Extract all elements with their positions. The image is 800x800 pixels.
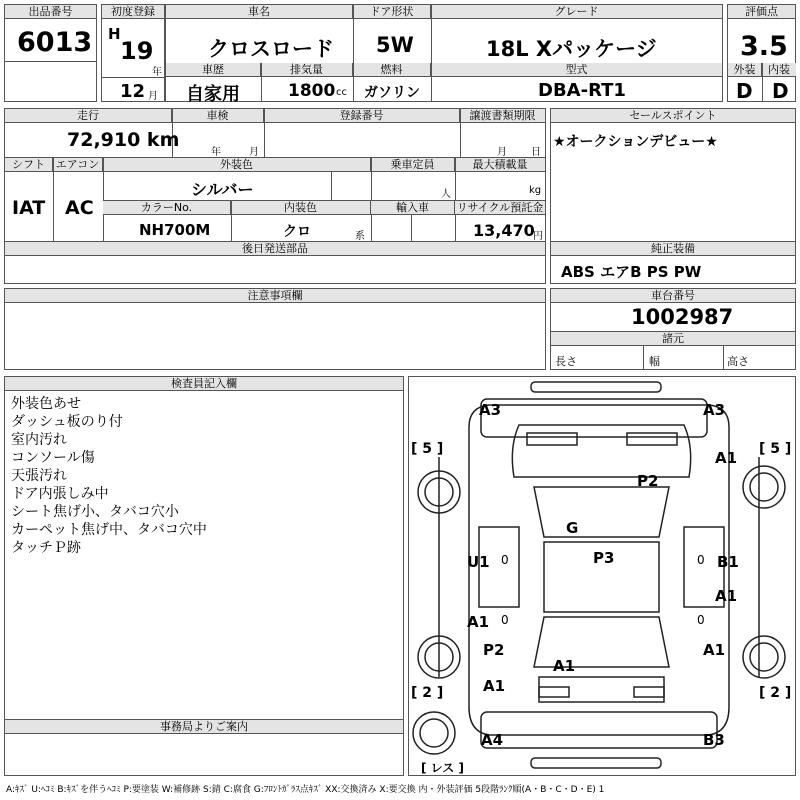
note-item: シート焦げ小、タバコ穴小 bbox=[11, 504, 179, 520]
lot-number: 6013 bbox=[17, 27, 93, 58]
damage-mark: P2 bbox=[637, 472, 659, 490]
note-item: タッチＰ跡 bbox=[11, 540, 81, 556]
color-no: NH700M bbox=[139, 221, 211, 239]
exterior-grade: D bbox=[736, 79, 753, 103]
note-item: 外装色あせ bbox=[11, 396, 81, 412]
transfer-month-unit: 月 bbox=[497, 147, 507, 158]
equipment-label: 純正装備 bbox=[551, 242, 795, 256]
car-diagram bbox=[408, 376, 796, 776]
displacement-unit: cc bbox=[336, 87, 347, 98]
zero-mark: 0 bbox=[697, 553, 705, 567]
chassis-label: 車台番号 bbox=[551, 289, 795, 303]
damage-mark: P3 bbox=[593, 549, 615, 567]
caution-block bbox=[4, 288, 546, 370]
damage-mark: B3 bbox=[703, 731, 725, 749]
zero-mark: 0 bbox=[501, 553, 509, 567]
spare-tire: [ レス ] bbox=[421, 761, 464, 775]
note-item: コンソール傷 bbox=[11, 450, 95, 466]
damage-mark: A1 bbox=[715, 587, 738, 605]
inspection-label: 車検 bbox=[172, 109, 264, 123]
ext-color: シルバー bbox=[191, 180, 254, 199]
score: 3.5 bbox=[740, 31, 788, 62]
reg-month: 12 bbox=[120, 81, 146, 102]
model: DBA-RT1 bbox=[538, 80, 626, 101]
grade: 18L Xパッケージ bbox=[486, 37, 657, 61]
inspector-block bbox=[4, 376, 404, 776]
recycle-label: リサイクル預託金 bbox=[456, 201, 544, 214]
interior-grade: D bbox=[772, 79, 789, 103]
ext-color-label: 外装色 bbox=[103, 158, 371, 172]
note-item: カーペット焦げ中、タバコ穴中 bbox=[11, 522, 207, 538]
int-color: クロ bbox=[283, 224, 311, 240]
score-cell bbox=[727, 4, 796, 102]
mileage: 72,910 km bbox=[67, 129, 180, 151]
month-unit: 月 bbox=[148, 91, 158, 102]
damage-mark: B1 bbox=[717, 553, 739, 571]
inspector-title: 検査員記入欄 bbox=[5, 377, 403, 391]
fuel-label: 燃料 bbox=[353, 63, 431, 77]
damage-mark: A1 bbox=[715, 449, 738, 467]
caution-label: 注意事項欄 bbox=[5, 289, 545, 303]
reg-no-label: 登録番号 bbox=[264, 109, 460, 123]
grade-label: グレード bbox=[431, 5, 722, 19]
width-label: 幅 bbox=[649, 355, 660, 368]
note-item: ダッシュ板のり付 bbox=[11, 414, 123, 430]
zero-mark: 0 bbox=[501, 613, 509, 627]
era: H bbox=[108, 25, 121, 43]
ac-label: エアコン bbox=[53, 158, 103, 172]
sales-point: ★オークションデビュー★ bbox=[553, 134, 718, 150]
length-label: 長さ bbox=[555, 355, 577, 368]
damage-mark: P2 bbox=[483, 641, 505, 659]
exterior-label: 外装 bbox=[728, 63, 762, 77]
header-block bbox=[4, 4, 796, 104]
shift: IAT bbox=[12, 197, 46, 219]
damage-mark: U1 bbox=[467, 553, 490, 571]
reg-year: 19 bbox=[120, 37, 154, 65]
damage-mark: A1 bbox=[483, 677, 506, 695]
model-label: 型式 bbox=[431, 63, 722, 77]
inspection-month-unit: 月 bbox=[249, 147, 259, 158]
ac: AC bbox=[65, 197, 94, 219]
fuel: ガソリン bbox=[364, 85, 420, 101]
legend: A:ｷｽﾞ U:ﾍｺﾐ B:ｷｽﾞを伴うﾍｺﾐ P:要塗装 W:補修跡 S:錆 C:腐食 G:ﾌﾛﾝﾄｶﾞﾗｽ点ｷｽﾞ XX:交換済み X:要交換 内・外装評価 5段階ﾗﾝｸ順(A・B・C・D・E) 1 bbox=[6, 785, 605, 795]
recycle: 13,470 bbox=[473, 221, 535, 240]
car-history: 自家用 bbox=[186, 84, 240, 105]
displacement-label: 排気量 bbox=[261, 63, 353, 77]
note-item: 天張汚れ bbox=[11, 468, 67, 484]
damage-mark: A1 bbox=[553, 657, 576, 675]
sales-point-label: セールスポイント bbox=[551, 109, 795, 123]
color-no-label: カラーNo. bbox=[103, 201, 231, 215]
import-label: 輸入車 bbox=[371, 201, 455, 215]
lot-number-cell bbox=[4, 4, 97, 102]
damage-mark: G bbox=[566, 519, 579, 537]
history-label: 車歴 bbox=[166, 63, 261, 77]
tire-tread: [ 5 ] bbox=[759, 441, 792, 457]
door-type: 5W bbox=[376, 33, 414, 57]
car-info-cell bbox=[165, 4, 723, 105]
sales-point-block bbox=[550, 108, 796, 284]
shift-label: シフト bbox=[5, 158, 53, 172]
inspection-year-unit: 年 bbox=[211, 147, 221, 158]
inspector-notes bbox=[11, 395, 207, 557]
damage-mark: A1 bbox=[703, 641, 726, 659]
first-reg-label: 初度登録 bbox=[102, 5, 164, 19]
tire-tread: [ 2 ] bbox=[759, 685, 792, 701]
chassis-block bbox=[550, 288, 796, 370]
lot-number-label: 出品番号 bbox=[5, 5, 96, 19]
office-title: 事務局よりご案内 bbox=[5, 720, 403, 734]
capacity-unit: 人 bbox=[441, 189, 451, 200]
transfer-day-unit: 日 bbox=[531, 147, 541, 158]
score-label: 評価点 bbox=[728, 5, 795, 19]
car-name-label: 車名 bbox=[166, 5, 353, 19]
recycle-unit: 円 bbox=[533, 231, 543, 242]
damage-mark: A1 bbox=[467, 613, 490, 631]
capacity-label: 乗車定員 bbox=[371, 158, 455, 172]
transfer-label: 譲渡書類期限 bbox=[460, 109, 545, 123]
equipment: ABS エアB PS PW bbox=[561, 263, 702, 281]
car-outline bbox=[409, 377, 795, 775]
tire-tread: [ 2 ] bbox=[411, 685, 444, 701]
max-load-label: 最大積載量 bbox=[455, 158, 545, 172]
chassis-number: 1002987 bbox=[631, 305, 734, 329]
displacement: 1800 bbox=[288, 81, 336, 101]
damage-mark: A3 bbox=[703, 401, 726, 419]
first-reg-cell bbox=[101, 4, 165, 102]
note-item: ドア内張しみ中 bbox=[11, 486, 109, 502]
height-label: 高さ bbox=[727, 355, 749, 368]
tire-tread: [ 5 ] bbox=[411, 441, 444, 457]
interior-label: 内装 bbox=[762, 63, 796, 77]
mileage-label: 走行 bbox=[5, 109, 172, 123]
year-unit: 年 bbox=[152, 67, 162, 78]
int-color-unit: 系 bbox=[355, 231, 365, 242]
damage-mark: A3 bbox=[479, 401, 502, 419]
max-load-unit: kg bbox=[529, 185, 542, 196]
dims-label: 諸元 bbox=[551, 332, 795, 346]
car-name: クロスロード bbox=[208, 37, 334, 61]
vehicle-detail-block bbox=[4, 108, 546, 284]
damage-mark: A4 bbox=[481, 731, 504, 749]
zero-mark: 0 bbox=[697, 613, 705, 627]
later-parts-label: 後日発送部品 bbox=[5, 242, 545, 256]
int-color-label: 内装色 bbox=[231, 201, 371, 215]
door-label: ドア形状 bbox=[353, 5, 431, 19]
note-item: 室内汚れ bbox=[11, 432, 67, 448]
